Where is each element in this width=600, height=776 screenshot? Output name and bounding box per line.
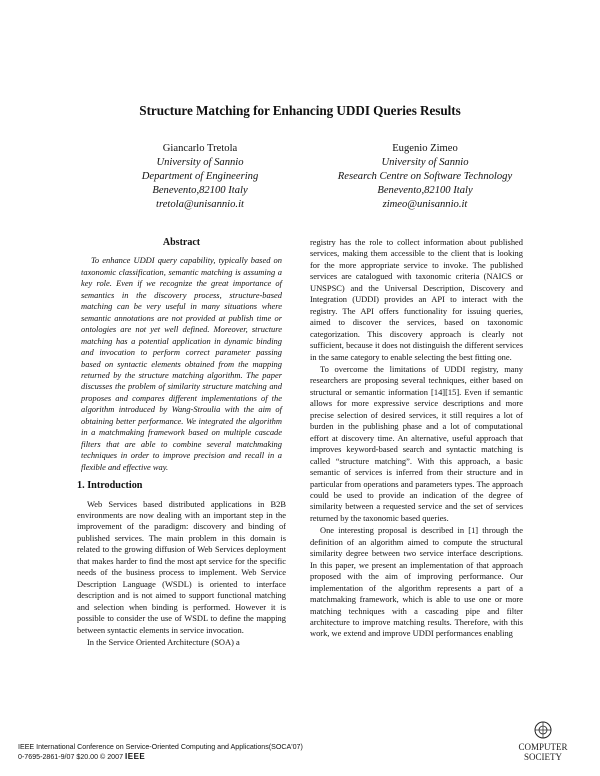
abstract-heading: Abstract bbox=[162, 237, 201, 248]
author-name: Eugenio Zimeo bbox=[392, 143, 458, 154]
footer-isbn-line bbox=[18, 752, 303, 762]
footer-isbn: 0-7695-2861-9/07 $20.00 © 2007 bbox=[18, 753, 124, 761]
author-block-2 bbox=[300, 142, 550, 212]
logo-text-computer: COMPUTER bbox=[518, 742, 568, 752]
footer-conference: IEEE International Conference on Service-Oriented Computing and Applications(SOCA'07) bbox=[18, 743, 303, 751]
body-paragraph: In the Service Oriented Architecture (SOA) a bbox=[87, 636, 240, 647]
abstract-text: To enhance UDDI query capability, typically based on taxonomic classification, semantic matching is assuming a key role. Even if we recognize the great importance of semantics in the discovery process, structure-based matching can be very useful in many situations where semantic annotations are not provided at publish time or ontologies are not yet well defined. Moreover, structure matching has a potential application in dynamic binding and invocation to perform correct parameter passing based on syntactic elements obtained from the mapping returned by the structure matching algorithm. The paper discusses the problem of similarity structure matching and proposes and compares different implementations of the algorithm introduced by Wang-Stroulia with the aim of obtaining better performance. We integrated the algorithm in a matchmaking framework based on multiple cascade filters that are able to combine several matchmaking techniques in order to improve precision and recall in a flexible and effective way. bbox=[81, 255, 282, 472]
computer-society-emblem-icon bbox=[535, 722, 551, 738]
author-department: Research Centre on Software Technology bbox=[337, 170, 513, 182]
body-paragraph: registry has the role to collect information about published services, making them accessible to the client that is looking for the more appropriate service to invoke. The published services are catalogued with taxonomic criteria (NAICS or UNSPSC) and the Universal Description, Discovery and Integration (UDDI) provides an API to interact with the registry. The API offers functionality for issuing queries, aimed to discover the services, based on taxonomic categorization. This discovery approach is clearly not sufficient, because it does not distinguish the different services in the same category to enable selecting the best fitting one. bbox=[310, 237, 523, 362]
author-location: Benevento,82100 Italy bbox=[152, 184, 248, 196]
left-column bbox=[77, 237, 286, 648]
author-university: University of Sannio bbox=[381, 156, 469, 168]
computer-society-logo bbox=[508, 716, 578, 766]
section-heading-introduction: 1. Introduction bbox=[77, 480, 143, 492]
paper-title: Structure Matching for Enhancing UDDI Queries Results bbox=[139, 103, 461, 118]
author-university: University of Sannio bbox=[156, 156, 244, 168]
author-block-1 bbox=[100, 142, 300, 212]
author-email: tretola@unisannio.it bbox=[156, 198, 244, 210]
body-paragraph: One interesting proposal is described in [1] through the definition of an algorithm aimed to compute the structural similarity degree between two service interface descriptions. In this paper, we present an implementation of that approach proposed with the aim of improving performance. Our implementation of the algorithm represents a part of a matchmaking framework, which is able to use one or more matching techniques with a cascading pipe and filter architecture to improve matching results. Therefore, with this work, we extend and improve UDDI performances enabling bbox=[310, 525, 523, 639]
logo-text-society: SOCIETY bbox=[524, 752, 562, 762]
footer-citation bbox=[18, 743, 303, 762]
right-column bbox=[310, 237, 523, 640]
author-location: Benevento,82100 Italy bbox=[377, 184, 473, 196]
body-paragraph: To overcome the limitations of UDDI registry, many researchers are proposing several techniques, either based on structural or semantic information [14][15]. Even if semantic allows for more expressive service descriptions and more precise selection of desired services, it still requires a lot of burden in the publishing phase and a lot of computational effort at discovery time. An alternative, useful approach that improves keyword-based search and syntactic matching is called “structure matching”. With this approach, a basic semantic of services is inferred from their structure and in particular from operations and parameters types. The approach could be used to provide an indication of the degree of similarity between a requested service and the set of services returned by the taxonomic based queries. bbox=[310, 363, 523, 523]
author-department: Department of Engineering bbox=[141, 170, 259, 182]
body-paragraph: Web Services based distributed applications in B2B environments are now dealing with an important step in the improvement of the paradigm: discovery and binding of published services. The main problem in this domain is related to the growing diffusion of Web Services deployment that makes harder to find the most apt service for the specific needs of the business process to implement. Web Service Description Language (WSDL) is oriented to interface description and is not aimed to support functional matching and selection when binding is performed. However it is possible to consider the use of WSDL to define the mapping between syntactic elements in service invocation. bbox=[77, 498, 286, 635]
author-name: Giancarlo Tretola bbox=[162, 143, 238, 154]
author-email: zimeo@unisannio.it bbox=[382, 198, 468, 210]
ieee-logo: IEEE bbox=[125, 752, 146, 761]
